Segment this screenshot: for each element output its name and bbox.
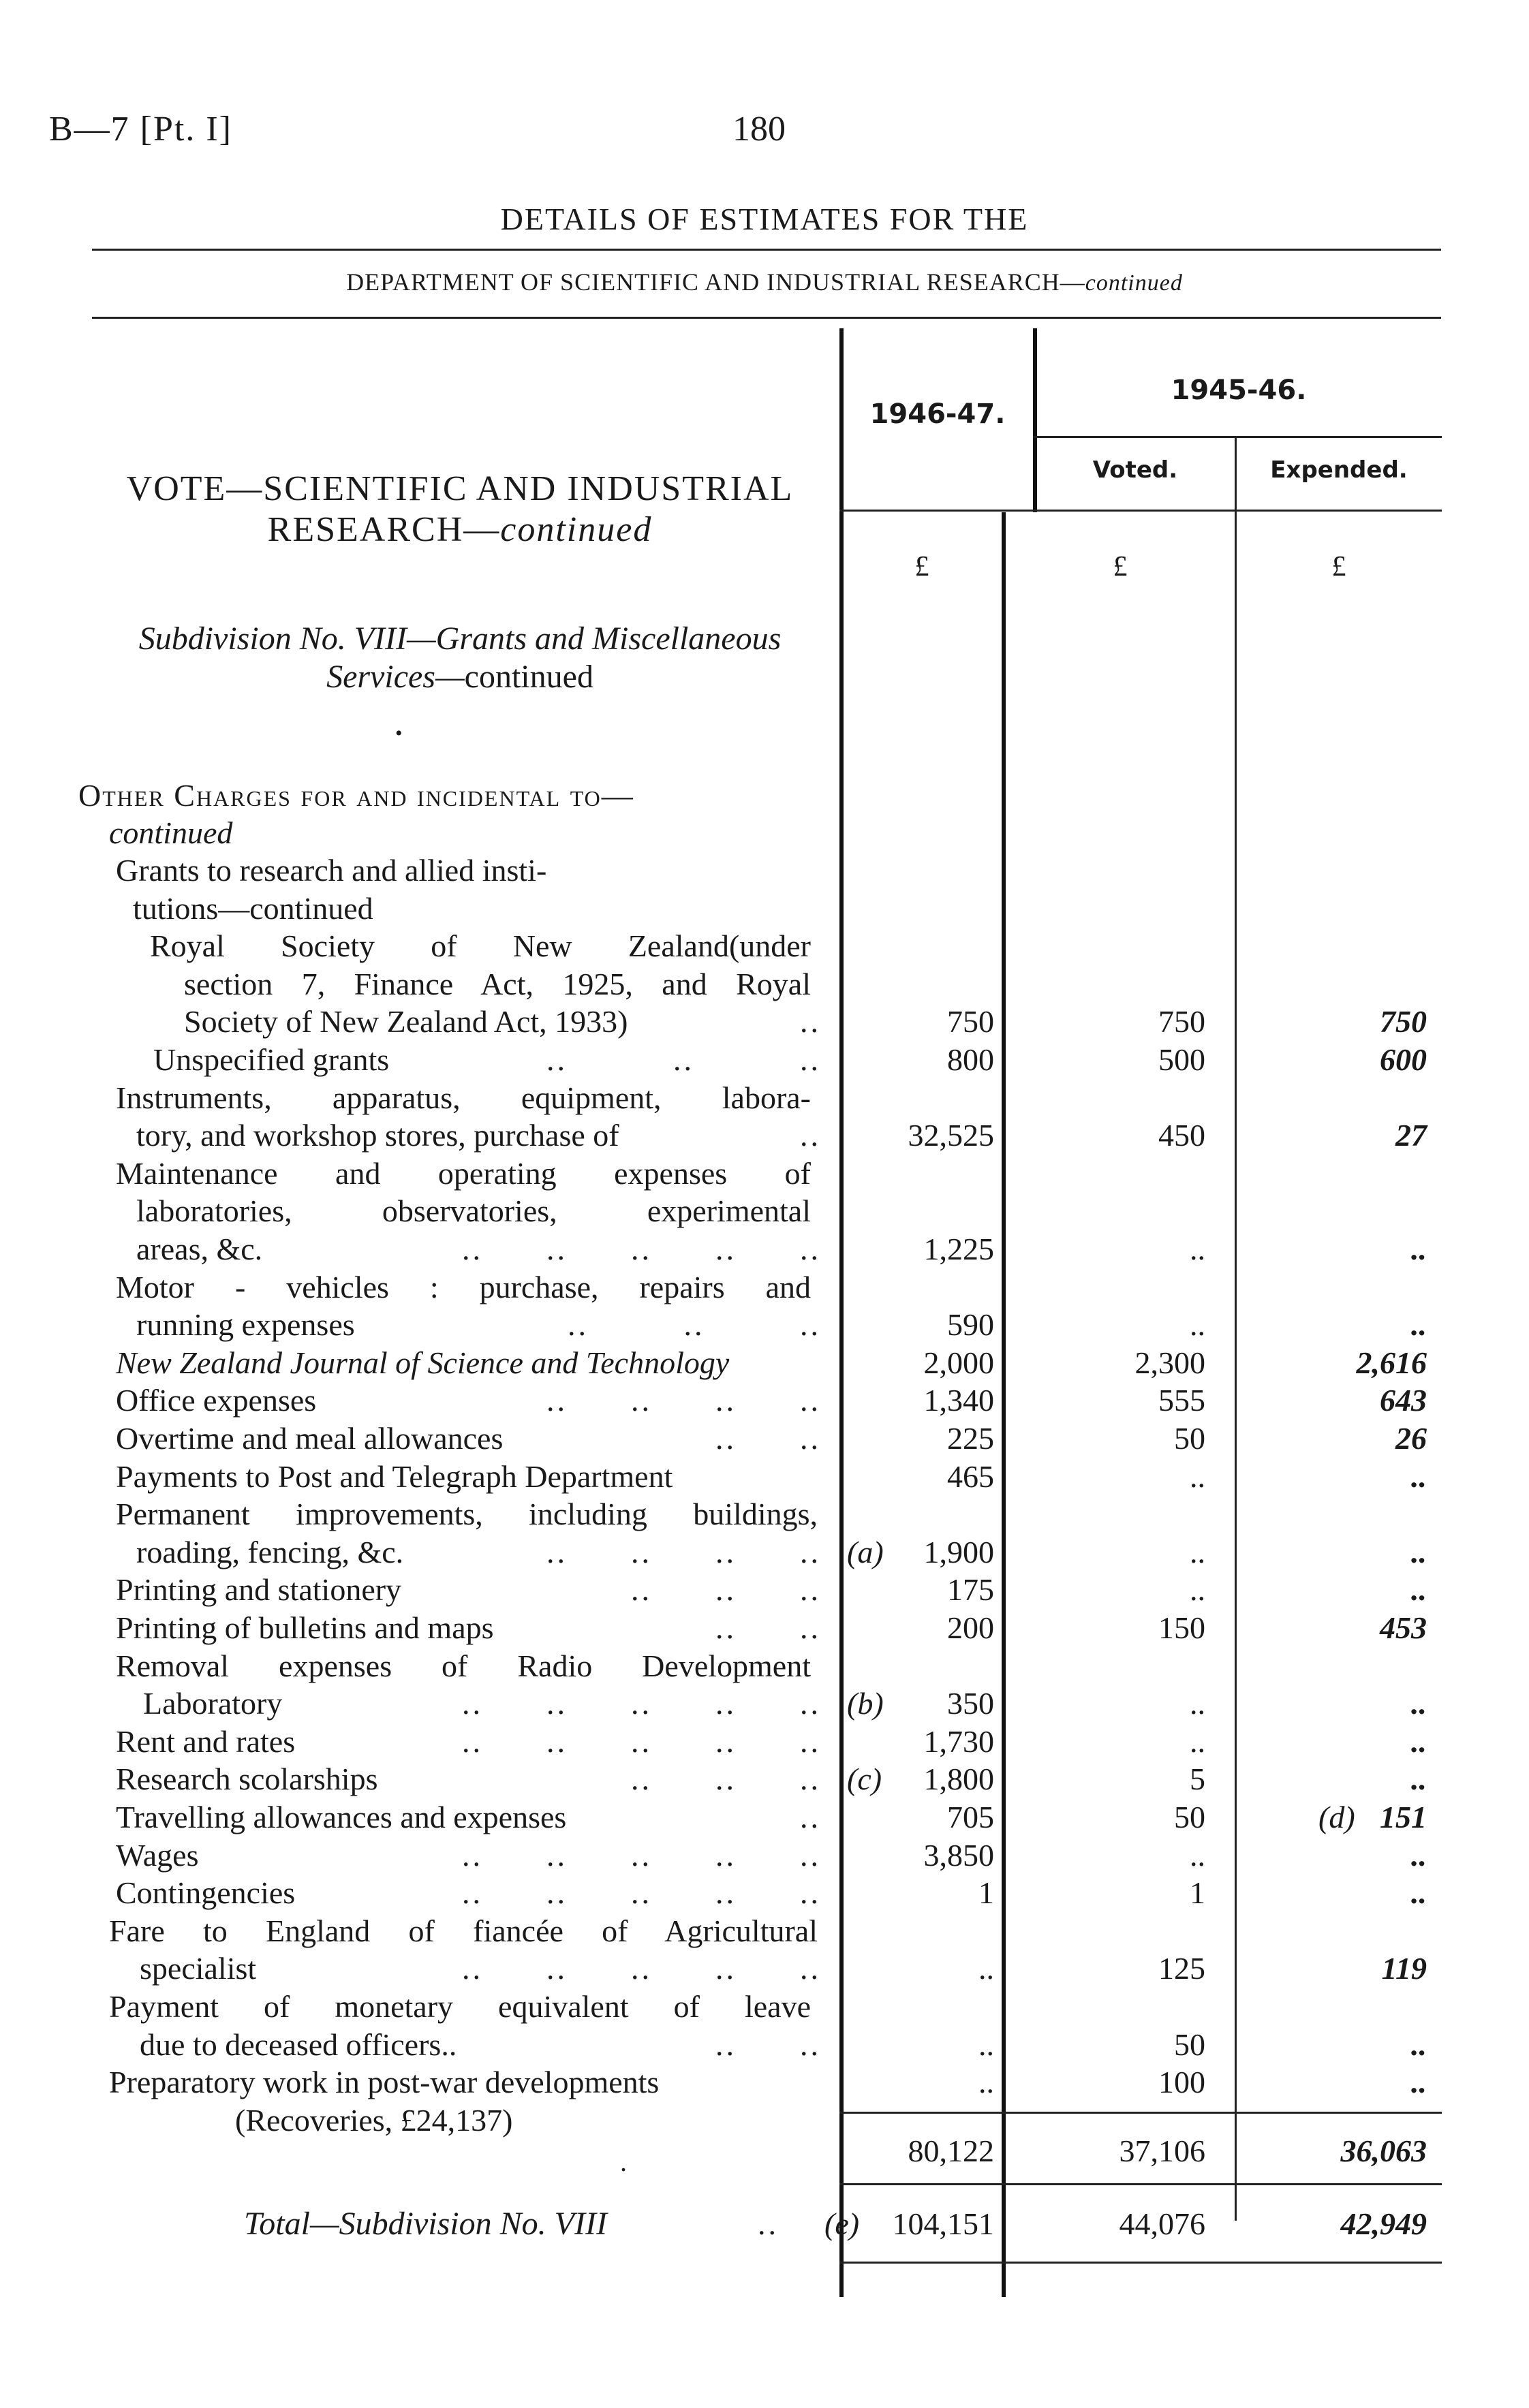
col2-currency: £ (1113, 551, 1128, 582)
other-charges-heading: Other Charges for and incidental to— (78, 778, 634, 813)
row-leader-dots: .. .. .. (631, 1762, 821, 1796)
row-leader-dots: .. .. .. .. (546, 1535, 821, 1569)
table-row (0, 1874, 1529, 1911)
row-label: section 7, Finance Act, 1925, and Royal (184, 967, 811, 1001)
subdivision-heading-line1: Subdivision No. VIII—Grants and Miscellaneous (138, 621, 782, 657)
row-label: (Recoveries, £24,137) (235, 2103, 513, 2138)
table-row (0, 1836, 1529, 1874)
row-value-1946-47: 590 (947, 1307, 994, 1342)
row-leader-dots: .. (800, 1004, 821, 1039)
vote-heading-line1: VOTE—SCIENTIFIC AND INDUSTRIAL (126, 469, 794, 508)
total-label: Total—Subdivision No. VIII (244, 2206, 607, 2242)
row-label: Payments to Post and Telegraph Department (116, 1459, 673, 1494)
row-label: Printing and stationery (116, 1572, 402, 1607)
total-rule-bottom (839, 2262, 1442, 2264)
row-label: Preparatory work in post-war developments (109, 2065, 660, 2099)
table-row (0, 1571, 1529, 1608)
table-row (0, 851, 1529, 889)
table-row (0, 1230, 1529, 1268)
row-value-expended: 26 (1395, 1421, 1427, 1456)
row-label: due to deceased officers.. (140, 2027, 457, 2062)
table-row (0, 890, 1529, 927)
row-value-expended: 119 (1381, 1951, 1427, 1986)
table-row (0, 1495, 1529, 1533)
row-label: Research scolarships (116, 1762, 378, 1796)
row-leader-dots: .. .. (715, 1421, 821, 1456)
row-value-expended: .. (1411, 1838, 1427, 1873)
row-value-1946-47: 32,525 (908, 1118, 994, 1153)
row-label: Payment of monetary equivalent of leave (109, 1989, 811, 2024)
row-leader-dots: .. .. (715, 1610, 821, 1645)
title-rule (92, 249, 1441, 251)
row-value-expended: .. (1411, 1232, 1427, 1266)
row-label: Contingencies (116, 1875, 296, 1910)
row-value-1946-47: 3,850 (923, 1838, 994, 1873)
row-value-voted: 150 (1158, 1610, 1205, 1645)
row-footnote-1946-47: (b) (847, 1686, 884, 1721)
row-value-1946-47: 350 (947, 1686, 994, 1721)
row-value-voted: 1 (1190, 1875, 1205, 1910)
row-value-expended: .. (1411, 1875, 1427, 1910)
table-row (0, 1306, 1529, 1343)
total-voted: 44,076 (1119, 2206, 1205, 2241)
row-footnote-expended: (d) (1318, 1800, 1355, 1834)
table-row (0, 1381, 1529, 1419)
row-value-1946-47: 800 (947, 1042, 994, 1077)
col-voted-heading: Voted. (1092, 456, 1178, 484)
col-1946-47-heading: 1946-47. (869, 398, 1006, 430)
row-label: Permanent improvements, including buildings, (116, 1497, 818, 1531)
table-row (0, 1533, 1529, 1571)
row-value-voted: 2,300 (1134, 1345, 1205, 1380)
table-row (0, 1912, 1529, 1950)
table-row (0, 1950, 1529, 1987)
table-row (0, 2026, 1529, 2063)
table-row (0, 1344, 1529, 1381)
row-value-1946-47: 705 (947, 1800, 994, 1834)
row-label: Motor - vehicles : purchase, repairs and (116, 1270, 811, 1304)
subtotal-voted: 37,106 (1119, 2133, 1205, 2168)
row-value-expended: .. (1411, 1572, 1427, 1607)
table-row (0, 1116, 1529, 1154)
row-label: Wages (116, 1838, 199, 1873)
row-value-1946-47: 1,800 (923, 1762, 994, 1796)
row-value-expended: .. (1411, 1535, 1427, 1569)
row-value-voted: 555 (1158, 1383, 1205, 1418)
page-reference: B—7 [Pt. I] (49, 110, 232, 148)
row-label: Society of New Zealand Act, 1933) (184, 1004, 628, 1039)
col-rule-mid-top (1033, 328, 1037, 512)
row-label: Office expenses (116, 1383, 317, 1418)
row-value-expended: 2,616 (1356, 1345, 1427, 1380)
row-value-voted: 500 (1158, 1042, 1205, 1077)
row-value-voted: 125 (1158, 1951, 1205, 1986)
row-value-1946-47: .. (978, 1951, 994, 1986)
col-expended-heading: Expended. (1270, 456, 1408, 484)
row-value-voted: 50 (1174, 1800, 1205, 1834)
row-value-voted: 750 (1158, 1004, 1205, 1039)
row-value-expended: 750 (1380, 1004, 1427, 1039)
row-footnote-1946-47: (c) (847, 1762, 882, 1796)
row-value-expended: .. (1411, 1307, 1427, 1342)
row-value-1946-47: .. (978, 2065, 994, 2099)
table-row (0, 1041, 1529, 1078)
row-leader-dots: .. .. .. (631, 1572, 821, 1607)
table-row (0, 1268, 1529, 1306)
row-value-1946-47: 175 (947, 1572, 994, 1607)
row-value-1946-47: 1,900 (923, 1535, 994, 1569)
row-leader-dots: .. .. .. .. .. (462, 1951, 821, 1986)
row-label: areas, &c. (136, 1232, 263, 1266)
bullet-mark: • (395, 722, 403, 745)
table-row (0, 1647, 1529, 1685)
row-value-expended: 643 (1380, 1383, 1427, 1418)
subtotal-expended: 36,063 (1340, 2133, 1427, 2168)
subtotal-row (0, 2132, 1529, 2170)
row-leader-dots: .. (800, 1118, 821, 1153)
table-row (0, 1988, 1529, 2025)
row-leader-dots: .. .. .. (568, 1307, 821, 1342)
group-rule (1033, 436, 1442, 438)
table-row (0, 1609, 1529, 1646)
row-label: Printing of bulletins and maps (116, 1610, 494, 1645)
row-label: New Zealand Journal of Science and Technology (116, 1345, 730, 1380)
department-subtitle: DEPARTMENT OF SCIENTIFIC AND INDUSTRIAL RESEARCH—continued (346, 268, 1183, 296)
total-row (0, 2205, 1529, 2242)
table-row (0, 1155, 1529, 1192)
total-dots: .. (758, 2206, 779, 2241)
row-label: Maintenance and operating expenses of (116, 1156, 811, 1191)
table-row (0, 1760, 1529, 1798)
row-value-voted: 5 (1190, 1762, 1205, 1796)
header-rule (839, 510, 1442, 512)
page-title: DETAILS OF ESTIMATES FOR THE (500, 202, 1029, 236)
row-value-expended: .. (1411, 1762, 1427, 1796)
col3-currency: £ (1331, 551, 1346, 582)
row-value-expended: .. (1411, 1724, 1427, 1759)
row-leader-dots: .. .. .. .. .. (462, 1724, 821, 1759)
table-row (0, 1003, 1529, 1040)
table-row (0, 1685, 1529, 1722)
row-leader-dots: .. .. .. .. (546, 1383, 821, 1418)
row-value-expended: 453 (1380, 1610, 1427, 1645)
row-value-voted: .. (1190, 1686, 1205, 1721)
row-value-voted: 50 (1174, 2027, 1205, 2062)
row-label: Removal expenses of Radio Development (116, 1648, 811, 1683)
row-label: tory, and workshop stores, purchase of (136, 1118, 619, 1153)
row-label: roading, fencing, &c. (136, 1535, 404, 1569)
table-row (0, 927, 1529, 965)
row-label: Instruments, apparatus, equipment, labora- (116, 1080, 811, 1115)
table-row (0, 1723, 1529, 1760)
row-value-voted: .. (1190, 1307, 1205, 1342)
row-label: Rent and rates (116, 1724, 296, 1759)
subtotal-rule (839, 2112, 1442, 2114)
vote-heading-line2: RESEARCH—continued (267, 510, 653, 549)
row-value-1946-47: 1,340 (923, 1383, 994, 1418)
row-value-voted: .. (1190, 1724, 1205, 1759)
row-label: Royal Society of New Zealand(under (150, 928, 811, 963)
row-label: Overtime and meal allowances (116, 1421, 504, 1456)
row-label: Grants to research and allied insti- (116, 853, 547, 888)
total-expended: 42,949 (1340, 2206, 1427, 2241)
row-leader-dots: .. .. .. (546, 1042, 821, 1077)
table-row (0, 1420, 1529, 1457)
table-row (0, 1798, 1529, 1836)
row-value-1946-47: 200 (947, 1610, 994, 1645)
row-value-1946-47: 465 (947, 1459, 994, 1494)
row-value-expended: 27 (1395, 1118, 1427, 1153)
table-row (0, 1079, 1529, 1116)
row-label: specialist (140, 1951, 257, 1986)
subdivision-heading-line2: Services—continued (326, 659, 593, 695)
row-value-expended: .. (1411, 2065, 1427, 2099)
row-leader-dots: .. .. .. .. .. (462, 1875, 821, 1910)
page-number: 180 (732, 110, 786, 148)
row-value-expended: 151 (1380, 1800, 1427, 1834)
row-label: tutions—continued (133, 891, 373, 926)
row-footnote-1946-47: (a) (847, 1535, 884, 1569)
row-value-1946-47: 1 (978, 1875, 994, 1910)
other-charges-heading-cont: continued (109, 815, 233, 850)
row-value-voted: .. (1190, 1459, 1205, 1494)
row-value-1946-47: 2,000 (923, 1345, 994, 1380)
row-value-voted: .. (1190, 1572, 1205, 1607)
total-1946-47: 104,151 (892, 2206, 994, 2241)
row-leader-dots: .. .. (715, 2027, 821, 2062)
row-leader-dots: .. .. .. .. .. (462, 1838, 821, 1873)
table-row (0, 1192, 1529, 1230)
row-value-voted: .. (1190, 1232, 1205, 1266)
row-value-voted: .. (1190, 1535, 1205, 1569)
row-value-voted: .. (1190, 1838, 1205, 1873)
row-value-expended: .. (1411, 2027, 1427, 2062)
total-footnote: (e) (824, 2206, 860, 2241)
row-label: running expenses (136, 1307, 355, 1342)
row-value-voted: 100 (1158, 2065, 1205, 2099)
col-1945-46-heading: 1945-46. (1171, 375, 1307, 406)
total-rule-top (839, 2183, 1442, 2185)
table-row (0, 2063, 1529, 2101)
row-label: Fare to England of fiancée of Agricultural (109, 1913, 818, 1948)
table-row (0, 1458, 1529, 1495)
row-value-expended: .. (1411, 1459, 1427, 1494)
row-value-1946-47: 225 (947, 1421, 994, 1456)
table-row (0, 965, 1529, 1003)
row-value-voted: 50 (1174, 1421, 1205, 1456)
row-value-1946-47: 1,225 (923, 1232, 994, 1266)
row-value-1946-47: 1,730 (923, 1724, 994, 1759)
row-leader-dots: .. .. .. .. .. (462, 1232, 821, 1266)
row-label: laboratories, observatories, experimental (136, 1193, 811, 1228)
row-value-voted: 450 (1158, 1118, 1205, 1153)
row-label: Unspecified grants (153, 1042, 390, 1077)
row-leader-dots: .. (800, 1800, 821, 1834)
col1-currency: £ (914, 551, 929, 582)
subtotal-1946-47: 80,122 (908, 2133, 994, 2168)
row-value-1946-47: .. (978, 2027, 994, 2062)
row-value-1946-47: 750 (947, 1004, 994, 1039)
row-value-expended: 600 (1380, 1042, 1427, 1077)
row-leader-dots: .. .. .. .. .. (462, 1686, 821, 1721)
row-value-expended: .. (1411, 1686, 1427, 1721)
subtitle-rule (92, 317, 1441, 319)
subtotal-mark: . (620, 2146, 627, 2177)
row-label: Laboratory (143, 1686, 283, 1721)
row-label: Travelling allowances and expenses (116, 1800, 567, 1834)
